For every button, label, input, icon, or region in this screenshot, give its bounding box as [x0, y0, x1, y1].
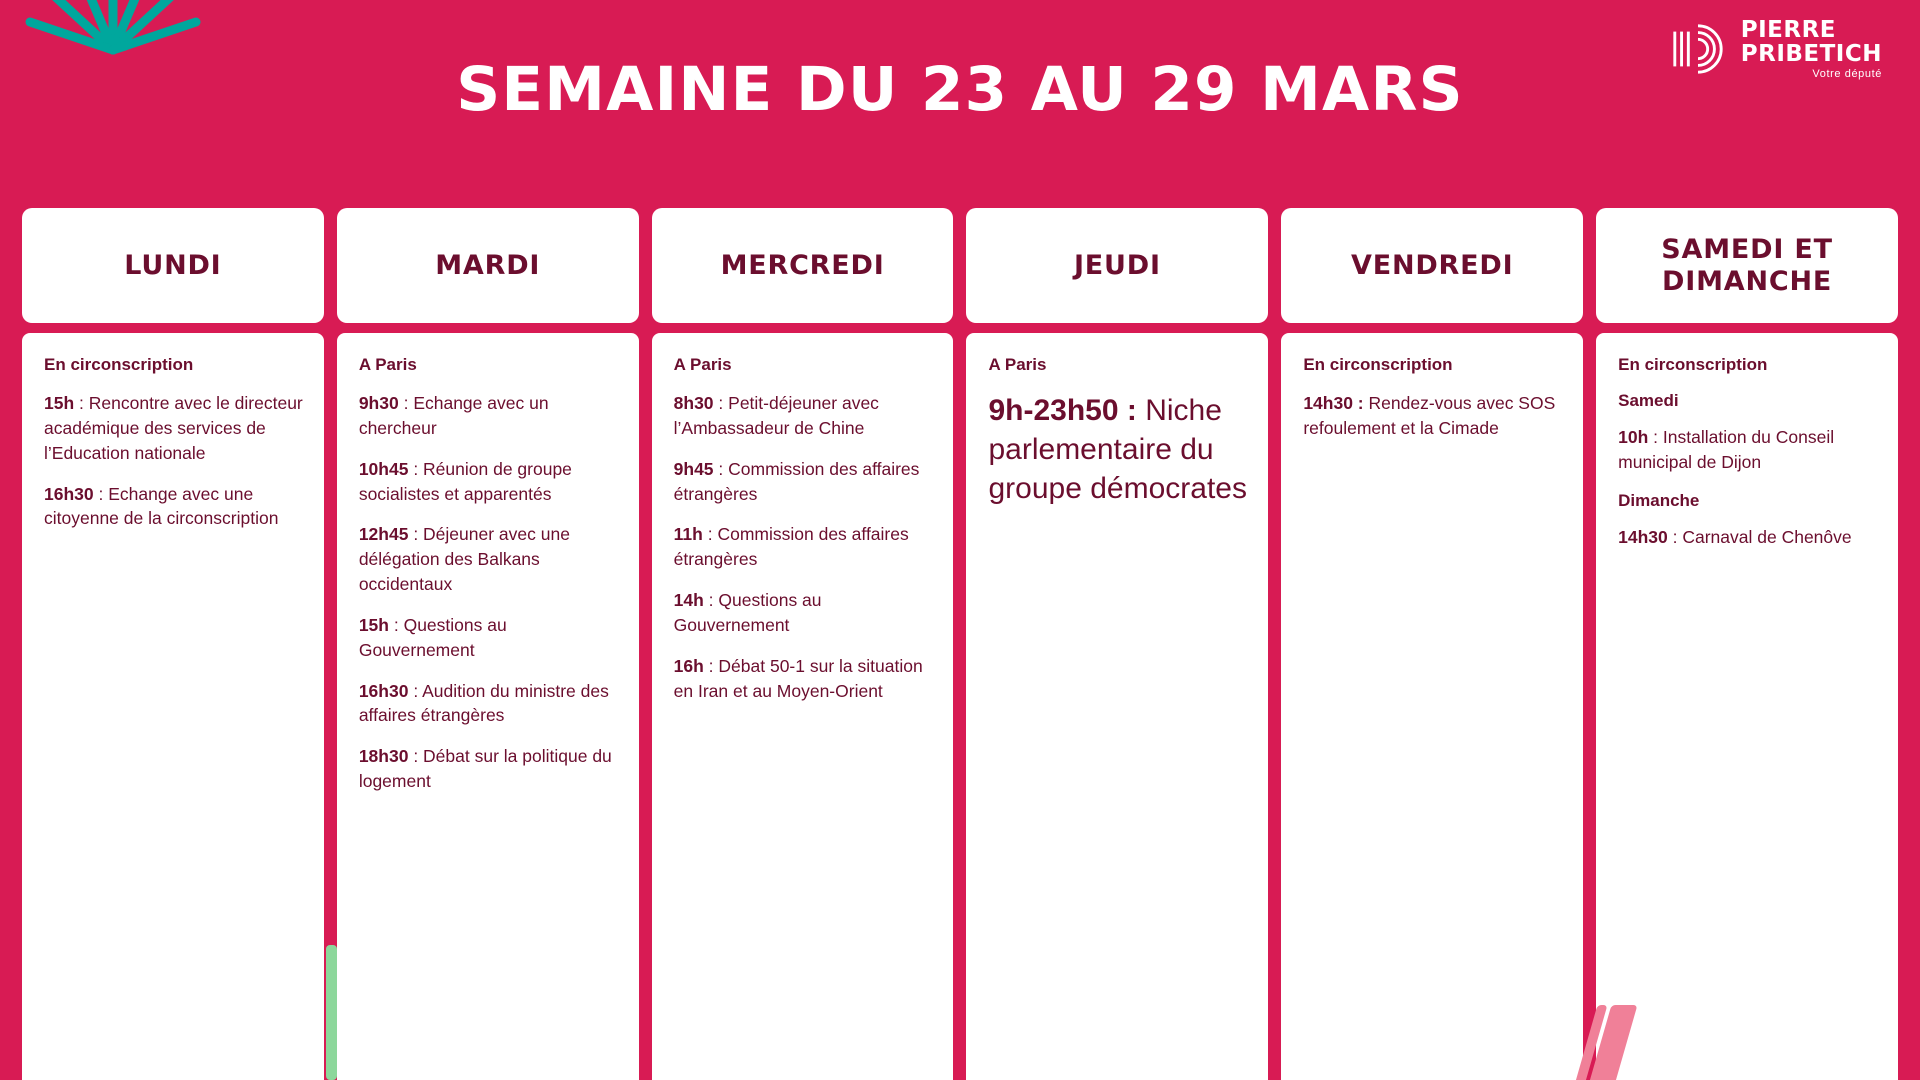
agenda-item — [674, 588, 934, 638]
day-body — [1596, 333, 1898, 1080]
day-column — [1281, 208, 1583, 1080]
day-column — [1596, 208, 1898, 1080]
day-name: VENDREDI — [1351, 249, 1514, 281]
day-name: MARDI — [435, 249, 541, 281]
agenda-item — [359, 613, 619, 663]
day-name: MERCREDI — [720, 249, 885, 281]
day-column — [966, 208, 1268, 1080]
agenda-item-time: 18h30 — [358, 746, 409, 767]
brand-logo — [1669, 18, 1882, 81]
agenda-item-time: 15h — [44, 393, 75, 413]
agenda-item-time: 8h30 — [673, 393, 714, 413]
agenda-item-separator: : — [408, 458, 424, 479]
day-body — [337, 333, 639, 1080]
agenda-item — [1618, 425, 1878, 475]
agenda-item-separator: : — [703, 655, 719, 676]
agenda-item-text: Audition du ministre des affaires étrangères — [358, 680, 609, 726]
day-header-card[interactable] — [22, 208, 324, 323]
agenda-item — [44, 391, 304, 466]
day-body — [652, 333, 954, 1080]
day-header-card[interactable] — [337, 208, 639, 323]
agenda-item-separator: : — [74, 393, 89, 413]
agenda-item — [674, 654, 934, 704]
agenda-item-separator: : — [398, 393, 414, 413]
agenda-item — [674, 522, 934, 572]
agenda-item-time: 9h30 — [358, 393, 399, 413]
agenda-item-separator: : — [1648, 427, 1663, 447]
day-subheading: Samedi — [1618, 391, 1679, 410]
agenda-item-time: 9h45 — [673, 458, 714, 479]
day-header-card[interactable] — [652, 208, 954, 323]
day-body — [1281, 333, 1583, 1080]
day-location: A Paris — [673, 355, 732, 374]
brand-first-name: PIERRE — [1740, 17, 1837, 43]
brand-last-name: PRIBETICH — [1740, 41, 1882, 68]
agenda-item-separator: : — [713, 393, 729, 413]
day-body — [966, 333, 1268, 1080]
day-location: En circonscription — [44, 355, 194, 374]
day-column — [337, 208, 639, 1080]
agenda-item-time: 16h30 — [358, 680, 409, 701]
day-location: A Paris — [358, 355, 417, 374]
page-header — [0, 0, 1920, 210]
day-name: JEUDI — [1073, 249, 1161, 281]
agenda-item-separator: : — [388, 614, 404, 635]
agenda-item — [1618, 525, 1878, 550]
day-body — [22, 333, 324, 1080]
agenda-item-text: Commission des affaires étrangères — [673, 458, 920, 504]
agenda-item-time: 10h — [1618, 427, 1649, 447]
agenda-item — [359, 457, 619, 507]
day-header-card[interactable] — [966, 208, 1268, 323]
agenda-item-text: Echange avec une citoyenne de la circonscription — [44, 483, 279, 529]
agenda-item-text: Petit-déjeuner avec l’Ambassadeur de Chine — [673, 393, 879, 438]
agenda-item-text: Carnaval de Chenôve — [1682, 526, 1852, 547]
agenda-item-text: Rencontre avec le directeur académique des services de l’Education nationale — [44, 393, 303, 463]
day-header-card[interactable] — [1281, 208, 1583, 323]
agenda-item-time: 11h — [673, 524, 703, 545]
agenda-item-text: Débat sur la politique du logement — [358, 746, 612, 792]
day-name: SAMEDI ET DIMANCHE — [1661, 234, 1833, 297]
agenda-item-separator: : — [713, 458, 729, 479]
day-column — [652, 208, 954, 1080]
day-location: A Paris — [988, 355, 1047, 374]
brand-subtitle: Votre député — [1812, 68, 1882, 81]
agenda-item-separator: : — [93, 483, 109, 504]
agenda-item-separator: : — [703, 590, 719, 611]
agenda-item-separator: : — [408, 680, 423, 701]
agenda-item — [359, 391, 619, 441]
agenda-item — [674, 391, 934, 441]
agenda-item-text: Réunion de groupe socialistes et apparentés — [358, 458, 572, 504]
agenda-item-text: Echange avec un chercheur — [358, 393, 549, 438]
agenda-item — [359, 679, 619, 729]
agenda-item-separator: : — [408, 746, 424, 767]
agenda-item-time: 10h45 — [358, 458, 409, 479]
agenda-item-time: 16h — [673, 655, 704, 676]
day-header-card[interactable] — [1596, 208, 1898, 323]
day-name: LUNDI — [124, 249, 222, 281]
week-grid — [22, 208, 1898, 1080]
day-location: En circonscription — [1618, 355, 1768, 374]
agenda-item-separator: : — [1667, 526, 1683, 547]
agenda-item-text: Installation du Conseil municipal de Dijon — [1618, 427, 1835, 472]
agenda-item-time: 14h30 : — [1303, 393, 1364, 413]
agenda-item — [44, 482, 304, 532]
agenda-item-text: Déjeuner avec une délégation des Balkans occidentaux — [358, 524, 570, 595]
agenda-item-text: Questions au Gouvernement — [358, 614, 507, 660]
agenda-item-text: Débat 50-1 sur la situation en Iran et au Moyen-Orient — [673, 655, 923, 701]
page-title: SEMAINE DU 23 AU 29 MARS — [456, 54, 1464, 125]
highlight-text: Niche parlementaire du groupe démocrates — [988, 394, 1247, 505]
agenda-item-text: Rendez-vous avec SOS refoulement et la Cimade — [1303, 393, 1556, 438]
agenda-item — [359, 522, 619, 597]
agenda-item-time: 14h30 — [1618, 526, 1668, 547]
agenda-item — [359, 744, 619, 794]
agenda-item-text: Questions au Gouvernement — [673, 590, 822, 635]
day-subheading: Dimanche — [1618, 490, 1700, 510]
highlight-time: 9h-23h50 : — [988, 394, 1137, 427]
agenda-item — [1303, 391, 1563, 441]
day-location: En circonscription — [1303, 355, 1453, 374]
agenda-item — [674, 457, 934, 507]
day-column — [22, 208, 324, 1080]
brand-mark-icon — [1669, 20, 1727, 78]
agenda-item-text: Commission des affaires étrangères — [673, 524, 909, 570]
agenda-item-separator: : — [702, 524, 718, 545]
accent-strip-green — [326, 945, 337, 1080]
agenda-item-time: 15h — [358, 614, 389, 635]
highlight-event — [988, 391, 1248, 508]
agenda-item-separator: : — [408, 524, 424, 545]
agenda-item-time: 12h45 — [358, 524, 409, 545]
agenda-item-time: 16h30 — [44, 483, 94, 504]
agenda-item-time: 14h — [673, 590, 704, 611]
